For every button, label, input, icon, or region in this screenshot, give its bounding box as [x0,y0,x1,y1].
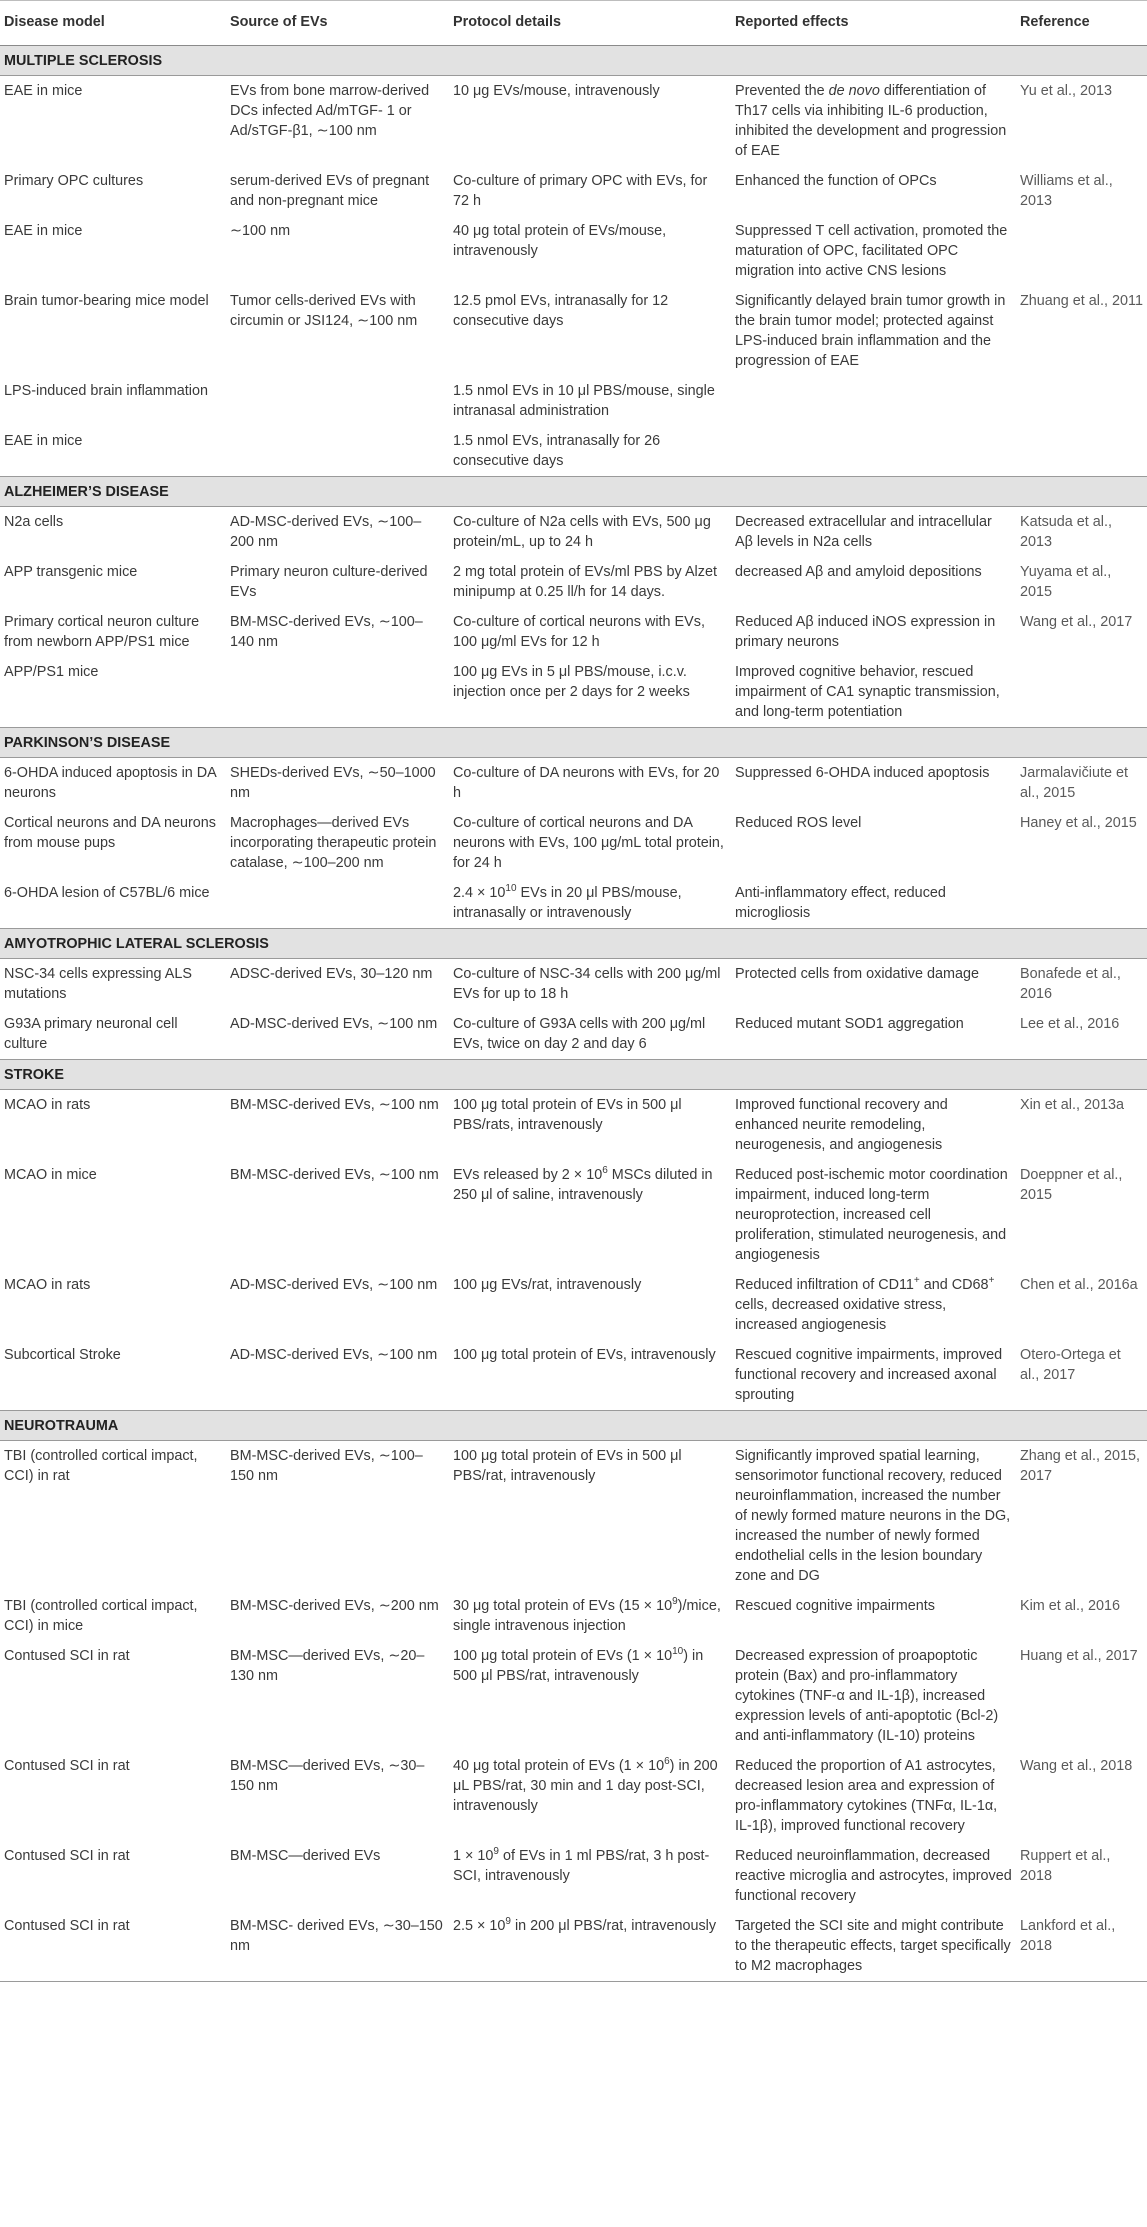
cell-source: BM-MSC—derived EVs, ∼30–150 nm [230,1758,425,1794]
cell-effects: Reduced post-ischemic motor coordination impairment, induced long-term neuroprotection, increased cell proliferation, stimulated neurogenesis, and angiogenesis [735,1167,1008,1263]
header-source: Source of EVs [226,1,449,46]
cell-reference: Zhuang et al., 2011 [1020,293,1143,309]
cell-source: SHEDs-derived EVs, ∼50–1000 nm [230,765,436,801]
table-row [0,376,1147,426]
cell-disease-model: EAE in mice [4,433,83,449]
cell-effects: Reduced mutant SOD1 aggregation [735,1016,964,1032]
cell-reference: Otero-Ortega et al., 2017 [1020,1347,1121,1383]
cell-source [226,878,449,929]
cell-protocol: Co-culture of G93A cells with 200 μg/ml EVs, twice on day 2 and day 6 [453,1016,706,1052]
cell-source: AD-MSC-derived EVs, ∼100–200 nm [230,514,422,550]
cell-reference: Bonafede et al., 2016 [1020,966,1121,1002]
table-row [0,286,1147,376]
cell-protocol: 100 μg total protein of EVs in 500 μl PBS/rat, intravenously [453,1448,682,1484]
cell-effects: Targeted the SCI site and might contribute to the therapeutic effects, target specifically to M2 macrophages [731,1911,1016,1982]
cell-effects: Reduced Aβ induced iNOS expression in primary neurons [735,614,996,650]
cell-reference [1016,426,1147,477]
cell-reference: Wang et al., 2017 [1020,614,1133,630]
section-header-row [0,1411,1147,1441]
cell-source: ADSC-derived EVs, 30–120 nm [230,966,433,982]
cell-reference: Haney et al., 2015 [1020,815,1137,831]
cell-reference: Ruppert et al., 2018 [1020,1848,1111,1884]
cell-reference: Chen et al., 2016a [1020,1277,1138,1293]
cell-protocol: 10 μg EVs/mouse, intravenously [453,83,660,99]
cell-source: Macrophages—derived EVs incorporating therapeutic protein catalase, ∼100–200 nm [230,815,437,871]
table-row [0,1751,1147,1841]
cell-disease-model: Brain tumor-bearing mice model [4,293,209,309]
cell-effects: Significantly delayed brain tumor growth in the brain tumor model; protected against LPS-induced brain inflammation and the progression of EAE [735,293,1006,369]
cell-disease-model: Contused SCI in rat [4,1648,130,1664]
cell-disease-model: Primary cortical neuron culture from newborn APP/PS1 mice [4,614,200,650]
cell-reference: Yuyama et al., 2015 [1020,564,1112,600]
section-header-row [0,1060,1147,1090]
cell-effects: Improved cognitive behavior, rescued impairment of CA1 synaptic transmission, and long-term potentiation [735,664,1000,720]
cell-disease-model: APP/PS1 mice [4,664,99,680]
cell-disease-model: Primary OPC cultures [4,173,144,189]
table-row [0,1841,1147,1911]
table-row [0,1340,1147,1411]
cell-protocol: 1.5 nmol EVs, intranasally for 26 consecutive days [453,433,661,469]
header-reference: Reference [1016,1,1147,46]
section-title: STROKE [0,1060,1147,1090]
table-row [0,426,1147,477]
cell-reference: Katsuda et al., 2013 [1020,514,1113,550]
cell-reference: Lankford et al., 2018 [1016,1911,1147,1982]
cell-protocol: Co-culture of DA neurons with EVs, for 20 h [453,765,720,801]
cell-protocol: 12.5 pmol EVs, intranasally for 12 consecutive days [453,293,669,329]
cell-source: AD-MSC-derived EVs, ∼100 nm [230,1016,438,1032]
cell-effects: Improved functional recovery and enhanced neurite remodeling, neurogenesis, and angiogenesis [735,1097,948,1153]
cell-effects [731,426,1016,477]
section-header-row [0,46,1147,76]
cell-disease-model: EAE in mice [4,223,83,239]
table-row [0,808,1147,878]
cell-reference: Williams et al., 2013 [1020,173,1113,209]
cell-effects: Reduced ROS level [735,815,862,831]
cell-reference: Wang et al., 2018 [1020,1758,1133,1774]
cell-protocol: $2.4 \times 10^{10}$ EVs in 20 μl PBS/mouse, intranasally or intravenously [453,883,682,921]
section-title: AMYOTROPHIC LATERAL SCLEROSIS [0,929,1147,959]
cell-source: BM-MSC—derived EVs [230,1848,381,1864]
cell-source: AD-MSC-derived EVs, ∼100 nm [230,1277,438,1293]
cell-protocol: EVs released by $2 \times 10^6$ MSCs diluted in 250 μl of saline, intravenously [453,1165,713,1203]
section-header-row [0,728,1147,758]
cell-effects: Rescued cognitive impairments [735,1598,935,1614]
cell-protocol: Co-culture of primary OPC with EVs, for 72 h [453,173,708,209]
table-row [0,216,1147,286]
cell-effects: Suppressed T cell activation, promoted the maturation of OPC, facilitated OPC migration into active CNS lesions [735,223,1008,279]
cell-reference [1016,216,1147,286]
cell-disease-model: APP transgenic mice [4,564,138,580]
cell-disease-model: Contused SCI in rat [0,1911,226,1982]
table-row [0,507,1147,558]
cell-disease-model: Subcortical Stroke [4,1347,121,1363]
cell-disease-model: 6-OHDA induced apoptosis in DA neurons [4,765,216,801]
cell-protocol: $1 \times 10^9$ of EVs in 1 ml PBS/rat, 3 h post-SCI, intravenously [453,1846,710,1884]
header-effects: Reported effects [731,1,1016,46]
cell-source: AD-MSC-derived EVs, ∼100 nm [230,1347,438,1363]
cell-disease-model: Cortical neurons and DA neurons from mouse pups [4,815,216,851]
table-row [0,758,1147,809]
cell-effects: Protected cells from oxidative damage [735,966,979,982]
cell-protocol: Co-culture of NSC-34 cells with 200 μg/ml EVs for up to 18 h [453,966,721,1002]
cell-source [226,376,449,426]
table-row [0,1009,1147,1060]
cell-effects: Reduced the proportion of A1 astrocytes, decreased lesion area and expression of pro-inflammatory cytokines (TNFα, IL-1α, IL-1β), improved functional recovery [735,1758,998,1834]
cell-protocol: Co-culture of N2a cells with EVs, 500 μg protein/mL, up to 24 h [453,514,711,550]
cell-effects: Significantly improved spatial learning, sensorimotor functional recovery, reduced neuroinflammation, increased the number of newly formed mature neurons in the DG, increased the number of newly formed endothelial cells in the lesion boundary zone and DG [735,1448,1011,1584]
cell-source: BM-MSC- derived EVs, ∼30–150 nm [226,1911,449,1982]
table-row [0,657,1147,728]
cell-protocol: 100 μg total protein of EVs $(1 \times 10^{10})$ in 500 μl PBS/rat, intravenously [453,1646,704,1684]
cell-source: ∼100 nm [230,223,291,239]
table-row [0,1090,1147,1161]
cell-source: Primary neuron culture-derived EVs [230,564,428,600]
table-row [0,1591,1147,1641]
cell-protocol: 30 μg total protein of EVs $(15 \times 10^9)$/mice, single intravenous injection [453,1596,721,1634]
section-title: ALZHEIMER’S DISEASE [0,477,1147,507]
cell-protocol: 100 μg EVs/rat, intravenously [453,1277,642,1293]
cell-reference [1016,878,1147,929]
table-row [0,166,1147,216]
cell-source: Tumor cells-derived EVs with circumin or JSI124, ∼100 nm [230,293,418,329]
cell-source: serum-derived EVs of pregnant and non-pregnant mice [230,173,430,209]
cell-effects: Anti-inflammatory effect, reduced microgliosis [735,885,946,921]
cell-protocol: 1.5 nmol EVs in 10 μl PBS/mouse, single intranasal administration [453,383,715,419]
table-row [0,878,1147,929]
cell-protocol: Co-culture of cortical neurons and DA neurons with EVs, 100 μg/mL total protein, for 24 h [453,815,724,871]
cell-source [226,657,449,728]
cell-source: BM-MSC-derived EVs, ∼100–150 nm [230,1448,423,1484]
cell-disease-model: TBI (controlled cortical impact, CCI) in mice [4,1598,198,1634]
table-row [0,76,1147,167]
cell-effects: Prevented the de novo differentiation of Th17 cells via inhibiting IL-6 production, inhibited the development and progression of EAE [735,83,1007,159]
cell-reference [1016,657,1147,728]
cell-disease-model: N2a cells [4,514,64,530]
cell-disease-model: MCAO in rats [4,1097,91,1113]
cell-disease-model: Contused SCI in rat [4,1758,130,1774]
cell-protocol: 100 μg EVs in 5 μl PBS/mouse, i.c.v. injection once per 2 days for 2 weeks [453,664,690,700]
cell-reference: Doeppner et al., 2015 [1020,1167,1123,1203]
cell-reference: Xin et al., 2013a [1020,1097,1125,1113]
cell-source: BM-MSC-derived EVs, ∼200 nm [230,1598,439,1614]
cell-effects: Suppressed 6-OHDA induced apoptosis [735,765,990,781]
cell-reference: Huang et al., 2017 [1020,1648,1138,1664]
cell-reference: Zhang et al., 2015, 2017 [1020,1448,1141,1484]
section-header-row [0,477,1147,507]
cell-effects: Rescued cognitive impairments, improved functional recovery and increased axonal sprouting [735,1347,1003,1403]
cell-effects: Reduced infiltration of CD11+ and CD68+ cells, decreased oxidative stress, increased angiogenesis [735,1275,995,1333]
table-row [0,1270,1147,1340]
cell-effects: Enhanced the function of OPCs [735,173,937,189]
table-body [0,46,1147,1982]
cell-reference [1016,376,1147,426]
cell-disease-model: 6-OHDA lesion of C57BL/6 mice [4,885,210,901]
cell-protocol: 100 μg total protein of EVs, intravenously [453,1347,716,1363]
table-row [0,557,1147,607]
cell-disease-model: G93A primary neuronal cell culture [4,1016,178,1052]
section-title: MULTIPLE SCLEROSIS [0,46,1147,76]
section-header-row [0,929,1147,959]
cell-reference: Jarmalavičiute et al., 2015 [1020,765,1128,801]
header-disease-model: Disease model [0,1,226,46]
cell-effects [731,376,1016,426]
cell-disease-model: LPS-induced brain inflammation [4,383,208,399]
table-row [0,1441,1147,1592]
table-row [0,959,1147,1010]
cell-disease-model: MCAO in rats [4,1277,91,1293]
header-protocol: Protocol details [449,1,731,46]
cell-protocol: 40 μg total protein of EVs $(1 \times 10^6)$ in 200 μL PBS/rat, 30 min and 1 day post-SCI, intravenously [453,1756,718,1814]
cell-reference: Yu et al., 2013 [1020,83,1113,99]
cell-disease-model: EAE in mice [4,83,83,99]
table-row [0,1160,1147,1270]
cell-protocol: 100 μg total protein of EVs in 500 μl PBS/rats, intravenously [453,1097,682,1133]
cell-source [226,426,449,477]
cell-protocol: 2 mg total protein of EVs/ml PBS by Alzet minipump at 0.25 ll/h for 14 days. [453,564,717,600]
table-row [0,607,1147,657]
cell-source: BM-MSC—derived EVs, ∼20–130 nm [230,1648,425,1684]
cell-source: BM-MSC-derived EVs, ∼100 nm [230,1097,439,1113]
cell-effects: decreased Aβ and amyloid depositions [735,564,982,580]
header-row [0,1,1147,46]
cell-disease-model: MCAO in mice [4,1167,97,1183]
cell-disease-model: Contused SCI in rat [4,1848,130,1864]
cell-protocol: Co-culture of cortical neurons with EVs, 100 μg/ml EVs for 12 h [453,614,705,650]
cell-disease-model: NSC-34 cells expressing ALS mutations [4,966,192,1002]
section-title: PARKINSON’S DISEASE [0,728,1147,758]
cell-source: BM-MSC-derived EVs, ∼100–140 nm [230,614,423,650]
section-title: NEUROTRAUMA [0,1411,1147,1441]
cell-protocol: $2.5 \times 10^9$ in 200 μl PBS/rat, intravenously [449,1911,731,1982]
table-row [0,1641,1147,1751]
cell-protocol: 40 μg total protein of EVs/mouse, intravenously [453,223,667,259]
table-row [0,1911,1147,1982]
table-header [0,1,1147,46]
cell-reference: Lee et al., 2016 [1020,1016,1120,1032]
cell-effects: Reduced neuroinflammation, decreased reactive microglia and astrocytes, improved functional recovery [735,1848,1012,1904]
cell-effects: Decreased extracellular and intracellular Aβ levels in N2a cells [735,514,992,550]
cell-source: BM-MSC-derived EVs, ∼100 nm [230,1167,439,1183]
cell-effects: Decreased expression of proapoptotic protein (Bax) and pro-inflammatory cytokines (TNF-α and IL-1β), increased expression levels of anti-apoptotic (Bcl-2) and anti-inflammatory (IL-10) proteins [735,1648,999,1744]
cell-reference: Kim et al., 2016 [1020,1598,1120,1614]
cell-source: EVs from bone marrow-derived DCs infected Ad/mTGF- 1 or Ad/sTGF-β1, ∼100 nm [230,83,430,139]
cell-disease-model: TBI (controlled cortical impact, CCI) in rat [4,1448,198,1484]
